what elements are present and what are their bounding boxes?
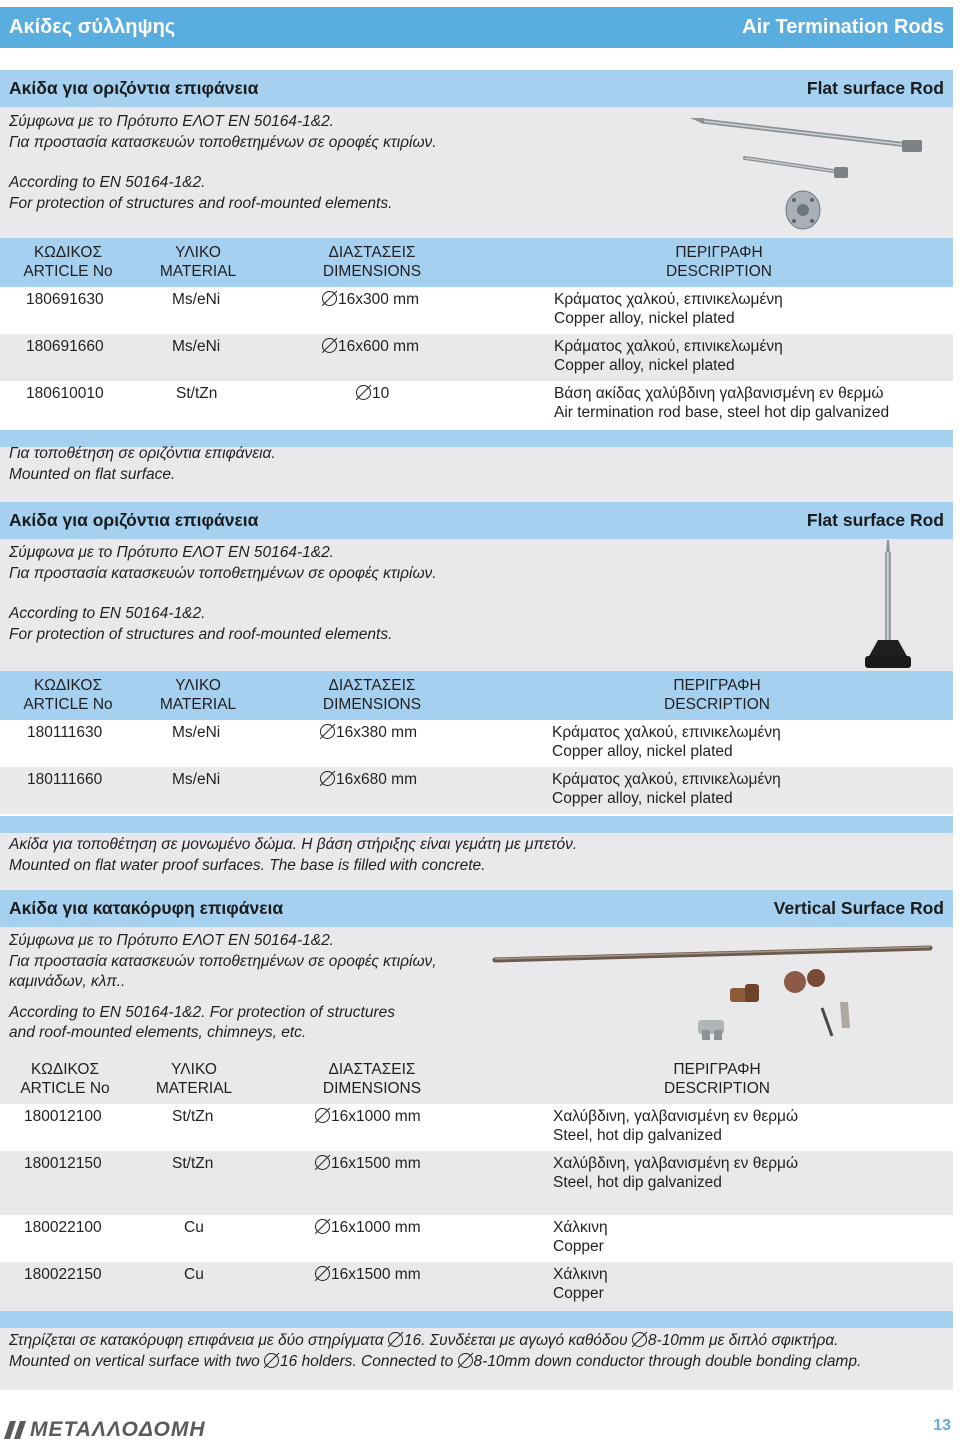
section-title-en: Flat surface Rod: [806, 78, 944, 98]
logo-text: ΜΕΤΑΛΛΟΔΟΜΗ: [30, 1418, 206, 1441]
article-no: 180012150: [24, 1155, 102, 1172]
col-material: ΥΛΙΚΟ MATERIAL: [159, 677, 237, 713]
diameter-icon: [315, 1266, 330, 1281]
section-vertical-rod: [0, 890, 953, 1055]
section-note: Στηρίζεται σε κατακόρυφη επιφάνεια με δύο στηρίγματα 16. Συνδέεται με αγωγό καθόδου 8-10mm με διπλό σφικτήρα. Mounted on vertical surface with two 16 holders. Connected to 8-10mm down conductor through double bonding clamp.: [9, 1332, 862, 1370]
dimensions: 16x300 mm: [322, 290, 419, 309]
product-table-1: [0, 238, 953, 429]
table-row: [0, 1104, 953, 1151]
material: Ms/eNi: [172, 771, 221, 788]
rod-illustration: [490, 940, 940, 1052]
clamp-group: [698, 969, 850, 1040]
dimensions: 16x600 mm: [322, 337, 419, 356]
dimensions: 16x1500 mm: [315, 1265, 421, 1284]
table-header: [0, 1055, 953, 1104]
col-article: ΚΩΔΙΚΟΣ ARTICLE No: [23, 677, 113, 713]
diameter-icon: [264, 1353, 279, 1368]
description: Χάλκινη Copper: [553, 1266, 608, 1302]
col-description: ΠΕΡΙΓΡΑΦΗ DESCRIPTION: [664, 1061, 770, 1097]
dimensions: 16x680 mm: [320, 770, 417, 789]
article-no: 180111660: [27, 771, 103, 788]
col-article: ΚΩΔΙΚΟΣ ARTICLE No: [23, 244, 113, 280]
table-footer-band: [0, 1311, 953, 1328]
intro-line: According to EN 50164-1&2.: [9, 174, 206, 191]
dimensions: 16x1500 mm: [315, 1154, 421, 1173]
intro-line: Για προστασία κατασκευών τοποθετημένων σε οροφές κτιρίων.: [9, 133, 437, 151]
section-note: Ακίδα για τοποθέτηση σε μονωμένο δώμα. Η βάση στήριξης είναι γεμάτη με μπετόν. Mounted on flat water proof surfaces. The base is filled with concrete.: [9, 836, 578, 874]
table-row: [0, 1262, 953, 1311]
diameter-icon: [356, 385, 371, 400]
diameter-icon: [320, 724, 335, 739]
diameter-icon: [315, 1155, 330, 1170]
col-description: ΠΕΡΙΓΡΑΦΗ DESCRIPTION: [664, 677, 770, 713]
section-title-en: Flat surface Rod: [806, 510, 944, 530]
diameter-icon: [322, 338, 337, 353]
description: Κράματος χαλκού, επινικελωμένη Copper alloy, nickel plated: [554, 338, 783, 374]
diameter-icon: [632, 1332, 647, 1347]
section-note: Για τοποθέτηση σε οριζόντια επιφάνεια. Mounted on flat surface.: [9, 445, 276, 483]
article-no: 180691630: [26, 291, 104, 308]
diameter-icon: [315, 1108, 330, 1123]
rod-illustration: [690, 110, 940, 235]
article-no: 180610010: [26, 385, 104, 402]
description: Χαλύβδινη, γαλβανισμένη εν θερμώ Steel, hot dip galvanized: [553, 1108, 799, 1144]
description: Χαλύβδινη, γαλβανισμένη εν θερμώ Steel, hot dip galvanized: [553, 1155, 799, 1191]
table-row: [0, 1215, 953, 1262]
description: Βάση ακίδας χαλύβδινη γαλβανισμένη εν θερμώ Air termination rod base, steel hot dip galvanized: [554, 385, 890, 421]
company-logo: [4, 1416, 206, 1444]
product-table-3: [0, 1055, 953, 1311]
col-material: ΥΛΙΚΟ MATERIAL: [159, 244, 237, 280]
page-number: 13: [933, 1417, 951, 1434]
col-description: ΠΕΡΙΓΡΑΦΗ DESCRIPTION: [666, 244, 772, 280]
section-intro: [9, 112, 437, 214]
dimensions: 16x1000 mm: [315, 1107, 421, 1126]
article-no: 180022100: [24, 1219, 102, 1236]
product-table-2: [0, 671, 953, 814]
section-intro: Σύμφωνα με το Πρότυπο ΕΛΟΤ ΕΝ 50164-1&2. Για προστασία κατασκευών τοποθετημένων σε οροφές κτιρίων. According to EN 50164-1&2. For protection of structures and roof-mounted elements.: [9, 544, 437, 643]
section-title-gr: Ακίδα για οριζόντια επιφάνεια: [9, 78, 259, 98]
section-title-gr: Ακίδα για κατακόρυφη επιφάνεια: [9, 898, 284, 918]
material: Ms/eNi: [172, 338, 221, 355]
logo-mark-icon: [4, 1419, 30, 1441]
article-no: 180111630: [27, 724, 103, 741]
article-no: 180691660: [26, 338, 104, 355]
page-title-en: Air Termination Rods: [742, 16, 944, 38]
table-row: [0, 767, 953, 814]
section-title-gr: Ακίδα για οριζόντια επιφάνεια: [9, 510, 259, 530]
diameter-icon: [458, 1353, 473, 1368]
table-row: [0, 381, 953, 429]
table-row: [0, 334, 953, 381]
description: Κράματος χαλκού, επινικελωμένη Copper alloy, nickel plated: [552, 724, 781, 760]
table-row: [0, 720, 953, 767]
col-dimensions: ΔΙΑΣΤΑΣΕΙΣ DIMENSIONS: [322, 244, 422, 280]
page-header: [0, 7, 953, 48]
table-row: [0, 287, 953, 334]
col-material: ΥΛΙΚΟ MATERIAL: [155, 1061, 233, 1097]
diameter-icon: [320, 771, 335, 786]
page-title-gr: Ακίδες σύλληψης: [9, 16, 176, 38]
table-row: [0, 1151, 953, 1215]
section-header: [0, 70, 953, 107]
section-header: [0, 890, 953, 927]
dimensions: 16x380 mm: [320, 723, 417, 742]
material: St/tZn: [176, 385, 218, 402]
dimensions: 10: [356, 384, 389, 403]
article-no: 180012100: [24, 1108, 102, 1125]
description: Κράματος χαλκού, επινικελωμένη Copper alloy, nickel plated: [554, 291, 783, 327]
material: St/tZn: [172, 1108, 214, 1125]
table-footer-band: [0, 816, 953, 833]
article-no: 180022150: [24, 1266, 102, 1283]
description: Χάλκινη Copper: [553, 1219, 608, 1255]
intro-line: Σύμφωνα με το Πρότυπο ΕΛΟΤ ΕΝ 50164-1&2.: [9, 113, 334, 130]
material: Ms/eNi: [172, 291, 221, 308]
table-header: [0, 671, 953, 720]
intro-line: For protection of structures and roof-mounted elements.: [9, 194, 393, 212]
section-flat-rod-1: [0, 70, 953, 240]
description: Κράματος χαλκού, επινικελωμένη Copper alloy, nickel plated: [552, 771, 781, 807]
section-title-en: Vertical Surface Rod: [773, 898, 944, 918]
material: St/tZn: [172, 1155, 214, 1172]
material: Cu: [184, 1219, 204, 1236]
section-flat-rod-2: [0, 502, 953, 672]
diameter-icon: [315, 1219, 330, 1234]
diameter-icon: [388, 1332, 403, 1347]
section-header: [0, 502, 953, 539]
material: Ms/eNi: [172, 724, 221, 741]
diameter-icon: [322, 291, 337, 306]
col-dimensions: ΔΙΑΣΤΑΣΕΙΣ DIMENSIONS: [322, 677, 422, 713]
col-article: ΚΩΔΙΚΟΣ ARTICLE No: [20, 1061, 110, 1097]
dimensions: 16x1000 mm: [315, 1218, 421, 1237]
section-intro: Σύμφωνα με το Πρότυπο ΕΛΟΤ ΕΝ 50164-1&2. Για προστασία κατασκευών τοποθετημένων σε οροφές κτιρίων, καμινάδων, κλπ.. According to EN 50164-1&2. For protection of structures and roof-mounted elements, chimneys, etc.: [9, 932, 437, 1041]
rod-illustration: [860, 540, 920, 670]
table-header: [0, 238, 953, 287]
material: Cu: [184, 1266, 204, 1283]
col-dimensions: ΔΙΑΣΤΑΣΕΙΣ DIMENSIONS: [322, 1061, 422, 1097]
